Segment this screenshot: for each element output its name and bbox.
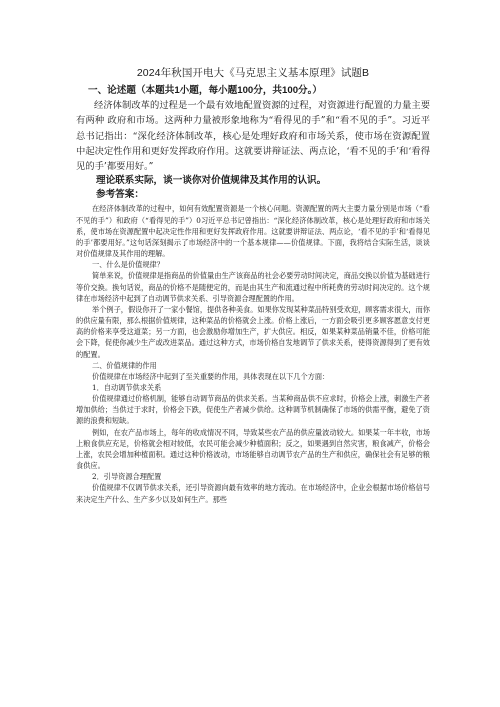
document-title: 2024年秋国开电大《马克思主义基本原理》试题B <box>136 67 370 79</box>
subheading-value-law-role: 二、价值规律的作用 <box>92 360 157 370</box>
question-text: 理论联系实际，谈一谈你对价值规律及其作用的认识。 <box>96 175 327 187</box>
section-heading: 一、论述题（本题共1小题，每小题100分，共100分。） <box>88 85 323 96</box>
body-paragraph: 在经济体制改革的过程中，如何有效配置资源是一个核心问题。资源配置的两大主要力量分别是市场（“看不见的手”）和政府（“看得见的手”）0习近平总书记曾指出：“深化经济体制改革，核心是处理好政府和市场关系，使市场在资源配置中起决定性作用和更好发挥政府作用。这就要讲辩证法、两点论，‘看不见的手’和‘看得见的手’都要用好。”这句话深刻揭示了市场经济中的一个基本规律——价值规律。下面，我将结合实际生活，谈谈对价值规律及其作用的理解。 <box>76 204 430 259</box>
subheading-what-is-value-law: 一、什么是价值规律？ <box>92 260 164 270</box>
body-paragraph: 简单来说，价值规律是指商品的价值量由生产该商品的社会必要劳动时间决定，商品交换以价值为基础进行等价交换。换句话说，商品的价格不是随便定的，而是由其生产和流通过程中所耗费的劳动时间决定的。这个规律在市场经济中起到了自动调节供求关系、引导资源合理配置的作用。 <box>76 271 430 303</box>
body-paragraph: 例如，在农产品市场上，每年的收成情况不同，导致某些农产品的供应量波动较大。如果某一年丰收，市场上粮食供应充足，价格就会相对较低，农民可能会减少种植面积；反之，如果遇到自然灾害，粮食减产，价格会上涨，农民会增加种植面积。通过这种价格波动，市场能够自动调节农产品的生产和供应，确保社会有足够的粮食供应。 <box>76 427 430 471</box>
subheading-resource-allocation: 2．引导资源合理配置 <box>92 472 162 482</box>
document-page <box>76 66 430 505</box>
body-paragraph: 价值规律在市场经济中起到了至关重要的作用，具体表现在以下几个方面： <box>92 371 330 381</box>
body-paragraph: 价值规律不仅调节供求关系，还引导资源向最有效率的地方流动。在市场经济中，企业会根据市场价格信号来决定生产什么、生产多少以及如何生产。那些 <box>76 483 430 504</box>
intro-paragraph: 经济体制改革的过程是一个最有效地配置资源的过程，对资源进行配置的力量主要有两种 政府和市场。这两种力量被形象地称为“看得见的手”和“看不见的手”。习近平总书记指出：“深化经济体制改革，核心是处理好政府和市场关系，使市场在资源配置中起决定性作用和更好发挥政府作用。这就要讲辩证法、两点论，‘看不见的手’和‘看得见的手’都要用好。” <box>76 100 430 173</box>
answer-label: 参考答案： <box>96 188 144 200</box>
subheading-supply-demand: 1．自动调节供求关系 <box>92 382 162 392</box>
body-paragraph: 价值规律通过价格机制，能够自动调节商品的供求关系。当某种商品供不应求时，价格会上涨，刺激生产者增加供给；当供过于求时，价格会下跌，促使生产者减少供给。这种调节机制确保了市场的供需平衡，避免了资源的浪费和短缺。 <box>76 394 430 426</box>
body-paragraph: 举个例子，假设你开了一家小餐馆，提供各种美食。如果你发现某种菜品特别受欢迎，顾客需求很大，而你的供应量有限，那么根据价值规律，这种菜品的价格就会上涨。价格上涨后，一方面会吸引更多顾客愿意支付更高的价格来享受这道菜；另一方面，也会激励你增加生产，扩大供应。相反，如果某种菜品销量不佳，价格可能会下降，促使你减少生产或改进菜品。通过这种方式，市场价格自发地调节了供求关系，使得资源得到了更有效的配置。 <box>76 304 430 359</box>
